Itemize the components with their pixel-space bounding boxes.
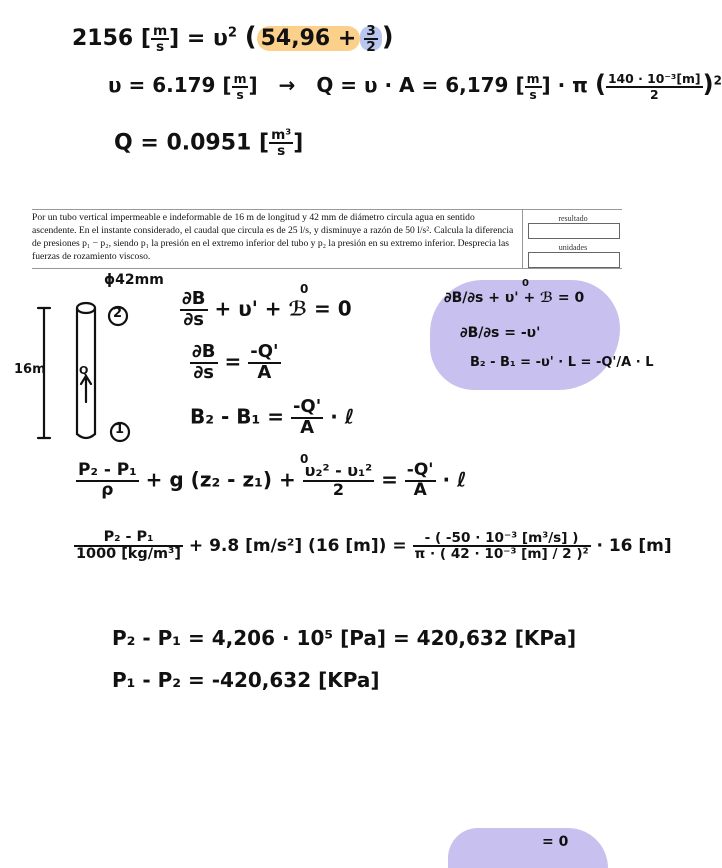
middle-line-1: $\frac{\partial B}{\partial s}$ + υ' + ℬ = 0: [182, 288, 352, 330]
section-1-label: 1: [115, 422, 125, 437]
flow-label: Q: [79, 364, 89, 377]
length-label: 16m: [14, 362, 46, 377]
diameter-label: ϕ42mm: [104, 272, 164, 288]
note-line-2: ∂B/∂s = -υ': [460, 325, 541, 341]
middle-zero: 0: [300, 282, 309, 296]
eq1-highlight-blue: $\frac{3}{2}$: [360, 26, 381, 51]
arrow: →: [278, 73, 296, 97]
pipe-sketch: [10, 270, 160, 450]
eq1-lhs: 2156: [72, 26, 134, 51]
problem-statement: [32, 209, 622, 269]
units-label: unidades: [558, 243, 588, 252]
middle-line-2: $\frac{\partial B}{\partial s}$ = $\frac{-Q'}{A}$: [192, 341, 279, 383]
top-equation-3: Q = 0.0951 [ $\frac{\text{m³}}{s}$ ]: [114, 127, 304, 160]
lower-equation-1: $\frac{\text{P₂ - P₁}}{\rho}$ + g (z₂ - z₁) + $\frac{\text{υ₂² - υ₁²}}{2}$ = $\frac{-Q'}{A}$ · ℓ: [78, 460, 467, 500]
lower-equation-2: $\frac{\text{P₂ - P₁}}{\text{1000 [kg/m³]}}$ + 9.8 [m/s²] (16 [m]) = $\frac{\text{- ( -50 · 10⁻³ [m³/s] )}}{\text{π · ( 42 · 10⁻³ [m] / 2 )²}}$ · 16 [m]: [76, 529, 672, 563]
problem-text: Por un tubo vertical impermeable e indeformable de 16 m de longitud y 42 mm de diámetro circula agua en sentido ascendente. En el instante considerado, el caudal que circula es de 25 l/s, y disminuye a razón de 50 l/s². Calcula la diferencia de presiones p₁ − p₂, siendo p₁ la presión en el extremo inferior del tubo y p₂ la presión en su extremo inferior. Desprecia las fuerzas de rozamiento viscoso.: [32, 212, 514, 262]
eq1-unit: $\frac{m}{s}$: [152, 22, 168, 55]
middle-line-3: B₂ - B₁ = $\frac{-Q'}{A}$ · ℓ: [190, 396, 355, 438]
units-field[interactable]: [528, 252, 620, 268]
result-line-1: P₂ - P₁ = 4,206 · 10⁵ [Pa] = 420,632 [KPa]: [112, 626, 577, 650]
bottom-highlight: [448, 828, 608, 868]
answer-panel: [522, 210, 623, 268]
result-line-2: P₁ - P₂ = -420,632 [KPa]: [112, 668, 380, 692]
result-label: resultado: [558, 214, 588, 223]
top-equation-2: υ = 6.179 [ $\frac{m}{s}$ ] → Q = υ · A = 6,179 [ $\frac{m}{s}$ ] · π ( $\frac{\text{140 · 10⁻³[m]}}{2}$ )$^2$: [108, 70, 722, 102]
note-zero: 0: [522, 278, 529, 289]
result-field[interactable]: [528, 223, 620, 239]
eq1-eq: = υ: [186, 26, 228, 51]
lower-zero: 0: [300, 452, 309, 466]
section-2-label: 2: [113, 306, 123, 321]
eq1-highlight-orange: 54,96 +: [257, 26, 361, 51]
bottom-fragment: = 0: [542, 834, 569, 850]
note-line-1: ∂B/∂s + υ' + ℬ = 0: [444, 290, 585, 306]
top-equation-1: 2156 [ $\frac{m}{s}$ ] = $\upsilon^2$ ( 54,96 + $\frac{3}{2}$ ): [72, 22, 394, 55]
note-line-3: B₂ - B₁ = -υ' · L = -Q'/A · L: [470, 355, 654, 370]
